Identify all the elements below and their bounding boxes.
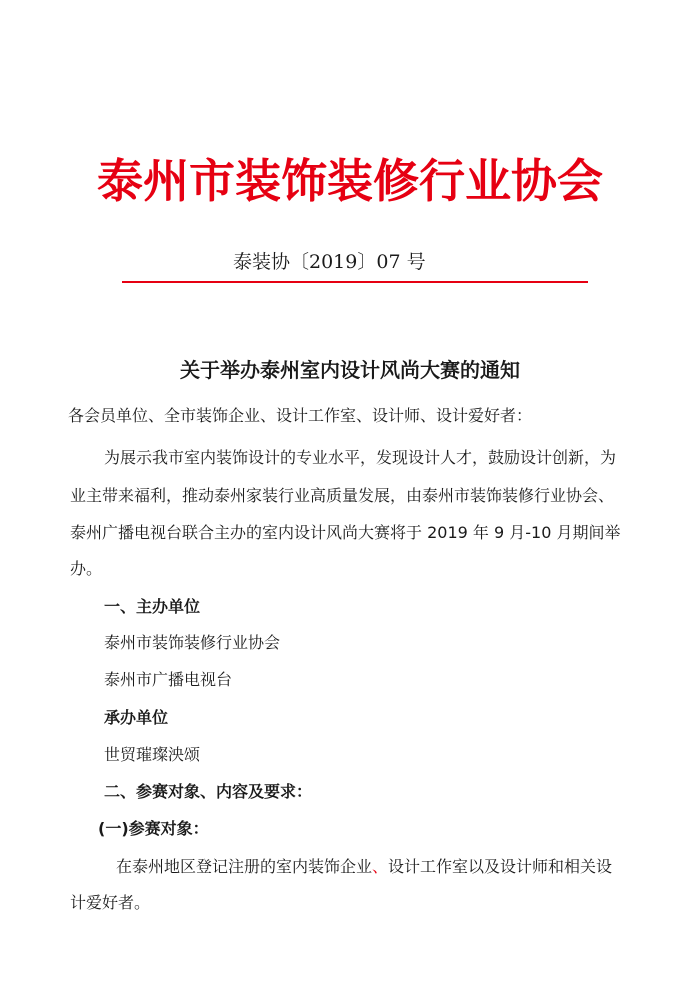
participants-text: 在泰州地区登记注册的室内装饰企业: [116, 857, 373, 876]
participants-paragraph-line: 计爱好者。: [70, 893, 151, 912]
document-number: 泰装协〔2019〕07 号: [233, 251, 426, 273]
subsection-heading: (一)参赛对象：: [98, 819, 209, 838]
intro-paragraph-line: 办。: [70, 559, 103, 578]
red-divider-line: [122, 281, 588, 283]
participants-separator: 、: [372, 857, 389, 876]
intro-paragraph-line: 为展示我市室内装饰设计的专业水平，发现设计人才，鼓励设计创新，为: [104, 448, 617, 467]
organizer-item: 世贸璀璨泱颂: [104, 745, 201, 764]
notice-title: 关于举办泰州室内设计风尚大赛的通知: [180, 358, 520, 382]
section-heading-participants: 二、参赛对象、内容及要求：: [104, 782, 313, 801]
intro-paragraph-line: 业主带来福利，推动泰州家装行业高质量发展，由泰州市装饰装修行业协会、: [70, 486, 615, 505]
salutation: 各会员单位、全市装饰企业、设计工作室、设计师、设计爱好者：: [68, 406, 533, 425]
host-item: 泰州市广播电视台: [104, 670, 233, 689]
intro-paragraph-line: 泰州广播电视台联合主办的室内设计风尚大赛将于 2019 年 9 月-10 月期间举: [70, 523, 621, 542]
section-heading-hosts: 一、主办单位: [104, 597, 201, 616]
participants-paragraph-line: [116, 855, 612, 879]
host-item: 泰州市装饰装修行业协会: [104, 633, 281, 652]
section-heading-organizer: 承办单位: [104, 708, 169, 727]
organization-title: 泰州市装饰装修行业协会: [97, 154, 603, 208]
participants-text: 设计工作室以及设计师和相关设: [388, 857, 613, 876]
